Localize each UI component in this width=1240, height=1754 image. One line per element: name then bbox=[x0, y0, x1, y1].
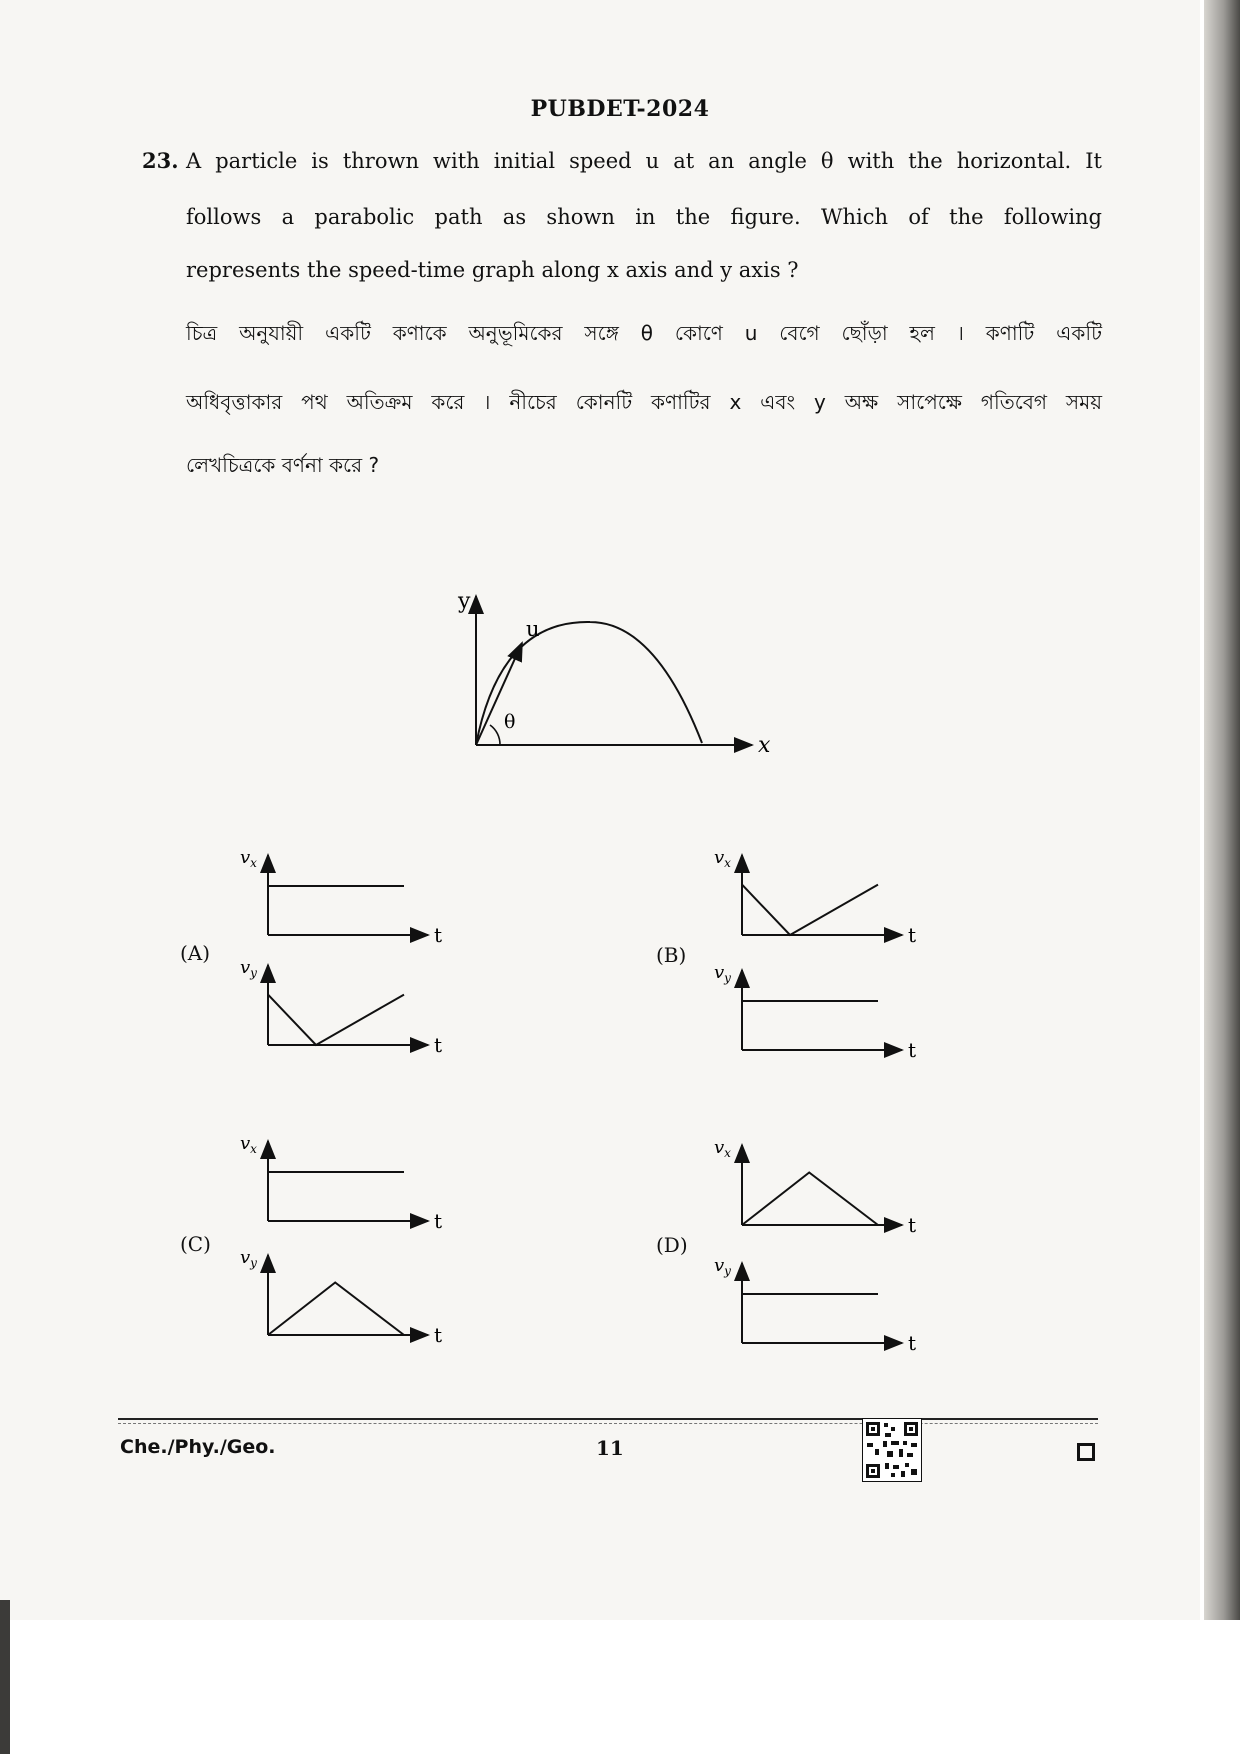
graph-vx-label: $v_x$ bbox=[240, 1133, 257, 1156]
figure-y-label: y bbox=[458, 589, 471, 614]
figure-u-label: u bbox=[526, 617, 540, 641]
graph-vy-label: $v_y$ bbox=[714, 962, 731, 985]
page-header-title: PUBDET-2024 bbox=[530, 96, 710, 122]
projectile-figure bbox=[440, 580, 800, 760]
option-b-label[interactable]: (B) bbox=[656, 943, 687, 967]
graph-t-label: t bbox=[434, 1033, 443, 1057]
option-b-vx-graph bbox=[706, 840, 956, 950]
graph-t-label: t bbox=[434, 1209, 443, 1233]
question-text-line-1: A particle is thrown with initial speed u at an angle θ with the horizontal. It bbox=[186, 149, 1102, 173]
figure-theta-label: θ bbox=[504, 711, 516, 733]
question-text-line-2: follows a parabolic path as shown in the figure. Which of the following bbox=[186, 205, 1102, 229]
option-c-label[interactable]: (C) bbox=[180, 1232, 211, 1256]
question-number: 23. bbox=[142, 148, 179, 173]
qr-code-icon bbox=[862, 1418, 922, 1482]
corner-square-icon bbox=[1077, 1443, 1095, 1461]
graph-vy-label: $v_y$ bbox=[240, 1247, 257, 1270]
option-c-vy-graph bbox=[232, 1240, 482, 1350]
option-d-vy-graph bbox=[706, 1248, 956, 1358]
footer-subject: Che./Phy./Geo. bbox=[120, 1436, 276, 1458]
graph-t-label: t bbox=[434, 923, 443, 947]
graph-vy-label: $v_y$ bbox=[240, 957, 257, 980]
question-text-line-3: represents the speed-time graph along x axis and y axis ? bbox=[186, 258, 799, 282]
bengali-text-line-3: লেখচিত্রকে বর্ণনা করে ? bbox=[186, 453, 380, 477]
bengali-text-line-2: অধিবৃত্তাকার পথ অতিক্রম করে । নীচের কোনটি কণাটির x এবং y অক্ষ সাপেক্ষে গতিবেগ সময় bbox=[186, 390, 1102, 414]
bengali-text-line-1: চিত্র অনুযায়ী একটি কণাকে অনুভূমিকের সঙ্গে θ কোণে u বেগে ছোঁড়া হল । কণাটি একটি bbox=[186, 321, 1102, 345]
figure-x-label: x bbox=[758, 733, 771, 758]
option-d-vx-graph bbox=[706, 1130, 956, 1240]
graph-t-label: t bbox=[434, 1323, 443, 1347]
graph-curve-triangle bbox=[742, 1173, 878, 1226]
scan-shadow-edge bbox=[1204, 0, 1240, 1620]
angle-arc bbox=[490, 725, 500, 745]
graph-curve-v-shape bbox=[742, 885, 878, 935]
footer-page-number: 11 bbox=[596, 1436, 624, 1460]
graph-vx-label: $v_x$ bbox=[240, 847, 257, 870]
graph-curve-v-shape bbox=[268, 995, 404, 1045]
option-a-label[interactable]: (A) bbox=[180, 941, 211, 965]
graph-curve-triangle bbox=[268, 1283, 404, 1336]
graph-vy-label: $v_y$ bbox=[714, 1255, 731, 1278]
footer-rule bbox=[118, 1418, 1098, 1420]
graph-t-label: t bbox=[908, 1213, 917, 1237]
graph-t-label: t bbox=[908, 1038, 917, 1062]
graph-t-label: t bbox=[908, 923, 917, 947]
graph-vx-label: $v_x$ bbox=[714, 847, 731, 870]
scan-border bbox=[0, 1600, 10, 1754]
option-a-vy-graph bbox=[232, 950, 482, 1060]
footer-rule-dashed bbox=[118, 1423, 1098, 1424]
option-c-vx-graph bbox=[232, 1126, 482, 1236]
graph-t-label: t bbox=[908, 1331, 917, 1355]
graph-vx-label: $v_x$ bbox=[714, 1137, 731, 1160]
option-a-vx-graph bbox=[232, 840, 482, 950]
option-d-label[interactable]: (D) bbox=[656, 1233, 688, 1257]
option-b-vy-graph bbox=[706, 955, 956, 1065]
